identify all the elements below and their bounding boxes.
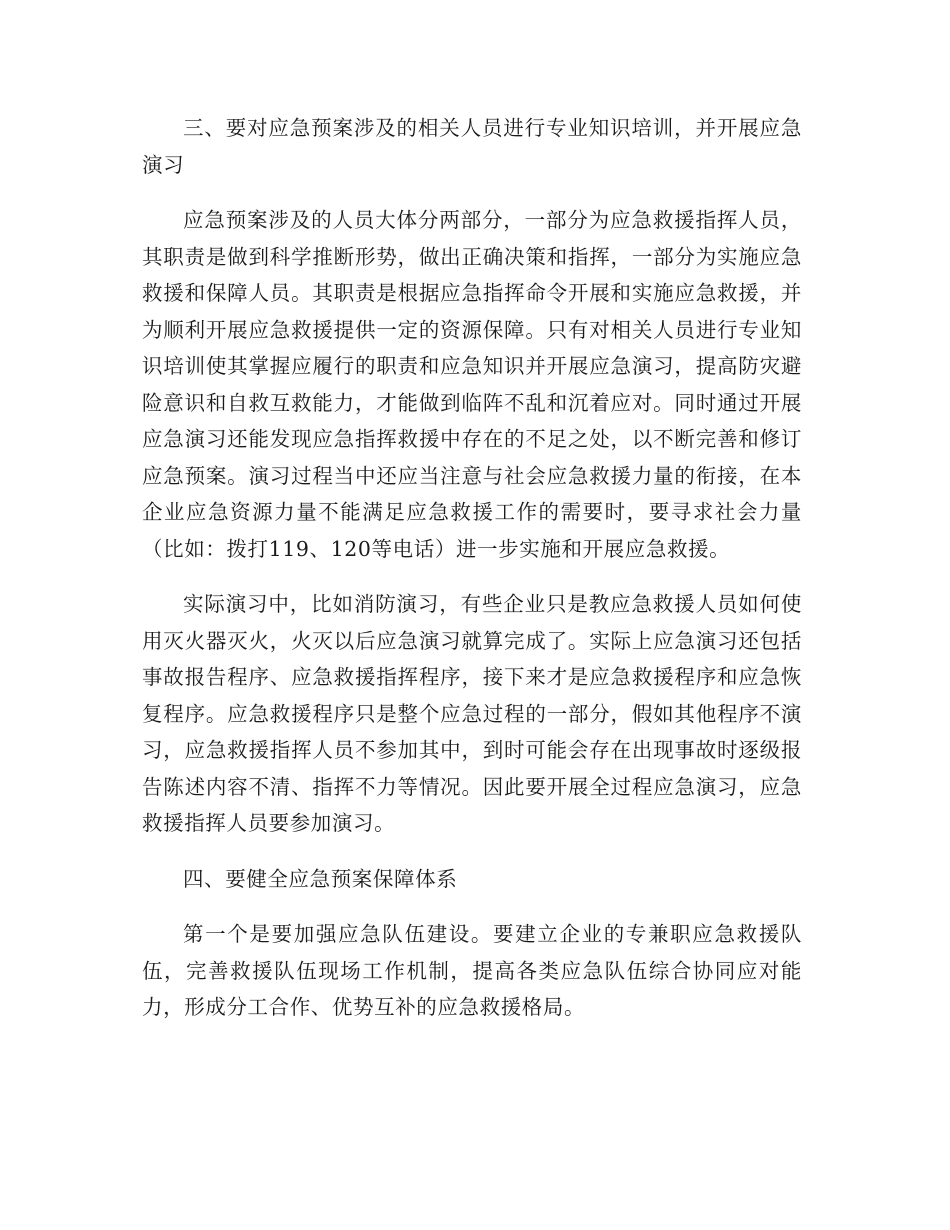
document-body bbox=[142, 110, 802, 1026]
section-heading-4: 四、要健全应急预案保障体系 bbox=[183, 866, 458, 891]
section-heading-3: 三、要对应急预案涉及的相关人员进行专业知识培训，并开展应急演习 bbox=[142, 116, 802, 177]
paragraph-spacer bbox=[142, 897, 802, 916]
body-paragraph-2: 实际演习中，比如消防演习，有些企业只是教应急救援人员如何使用灭火器灭火，火灭以后应急演习就算完成了。实际上应急演习还包括事故报告程序、应急救援指挥程序，接下来才是应急救援程序和应急恢复程序。应急救援程序只是整个应急过程的一部分，假如其他程序不演习，应急救援指挥人员不参加其中，到时可能会存在出现事故时逐级报告陈述内容不清、指挥不力等情况。因此要开展全过程应急演习，应急救援指挥人员要参加演习。 bbox=[142, 592, 802, 835]
paragraph-spacer bbox=[142, 567, 802, 586]
paragraph-spacer bbox=[142, 842, 802, 861]
body-paragraph-3: 第一个是要加强应急队伍建设。要建立企业的专兼职应急救援队伍，完善救援队伍现场工作机制，提高各类应急队伍综合协同应对能力，形成分工合作、优势互补的应急救援格局。 bbox=[142, 922, 802, 1019]
body-paragraph-1: 应急预案涉及的人员大体分两部分，一部分为应急救援指挥人员，其职责是做到科学推断形势，做出正确决策和指挥，一部分为实施应急救援和保障人员。其职责是根据应急指挥命令开展和实施应急救援，并为顺利开展应急救援提供一定的资源保障。只有对相关人员进行专业知识培训使其掌握应履行的职责和应急知识并开展应急演习，提高防灾避险意识和自救互救能力，才能做到临阵不乱和沉着应对。同时通过开展应急演习还能发现应急指挥救援中存在的不足之处，以不断完善和修订应急预案。演习过程当中还应当注意与社会应急救援力量的衔接，在本企业应急资源力量不能满足应急救援工作的需要时，要寻求社会力量（比如：拨打119、120等电话）进一步实施和开展应急救援。 bbox=[142, 208, 802, 561]
paragraph-spacer bbox=[142, 183, 802, 202]
